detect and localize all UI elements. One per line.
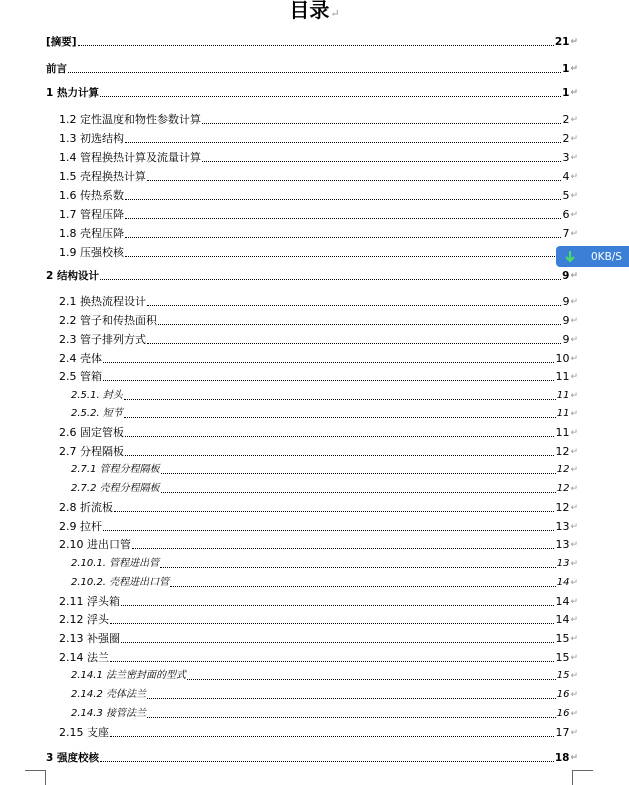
paragraph-mark-icon: ↵ xyxy=(570,409,578,419)
toc-page-number: 14 xyxy=(555,595,570,608)
page-corner-mark-right xyxy=(572,770,593,785)
toc-entry-label: 2.7 分程隔板 xyxy=(59,445,124,458)
toc-page-number: 7 xyxy=(562,227,570,240)
toc-entry-label: [摘要] xyxy=(46,36,77,48)
toc-entry-label: 2.14.3 接管法兰 xyxy=(71,708,146,719)
toc-entry[interactable] xyxy=(59,111,578,127)
toc-entry-label: 2.11 浮头箱 xyxy=(59,595,120,608)
toc-dot-leader xyxy=(110,735,554,737)
toc-dot-leader xyxy=(121,641,554,643)
toc-page-number: 21 xyxy=(554,36,570,48)
toc-entry-label: 2.4 壳体 xyxy=(59,352,102,365)
toc-page-number: 18 xyxy=(554,752,570,764)
toc-dot-leader xyxy=(147,179,561,181)
toc-page-number: 12 xyxy=(555,501,570,514)
toc-entry-label: 2.10.1. 管程进出管 xyxy=(71,558,160,569)
toc-dot-leader xyxy=(202,122,561,124)
toc-page-number: 13 xyxy=(555,538,570,551)
toc-entry[interactable] xyxy=(71,555,578,571)
title-text: 目录 xyxy=(289,0,330,22)
paragraph-mark-icon: ↵ xyxy=(570,172,578,182)
toc-entry[interactable] xyxy=(59,593,578,609)
paragraph-mark-icon: ↵ xyxy=(570,428,578,438)
toc-entry-label: 2.6 固定管板 xyxy=(59,426,124,439)
paragraph-mark-icon: ↵ xyxy=(570,540,578,550)
toc-page-number: 16 xyxy=(556,708,570,719)
toc-dot-leader xyxy=(124,398,556,400)
toc-dot-leader xyxy=(124,416,556,418)
paragraph-mark-icon: ↵ xyxy=(330,7,340,20)
toc-dot-leader xyxy=(125,435,554,437)
paragraph-mark-icon: ↵ xyxy=(570,391,578,401)
toc-dot-leader xyxy=(110,660,554,662)
toc-page-number: 11 xyxy=(555,370,570,383)
toc-page-number: 15 xyxy=(555,632,570,645)
paragraph-mark-icon: ↵ xyxy=(570,728,578,738)
paragraph-mark-icon: ↵ xyxy=(570,271,578,281)
toc-dot-leader xyxy=(103,361,554,363)
toc-page-number: 12 xyxy=(555,445,570,458)
paragraph-mark-icon: ↵ xyxy=(570,465,578,475)
toc-entry-label: 1.3 初选结构 xyxy=(59,132,124,145)
toc-dot-leader xyxy=(161,472,556,474)
toc-page-number: 14 xyxy=(556,577,570,588)
toc-dot-leader xyxy=(100,95,561,97)
toc-entry[interactable] xyxy=(59,518,578,534)
toc-entry[interactable] xyxy=(59,499,578,515)
toc-page-number: 13 xyxy=(556,558,570,569)
toc-page-number: 4 xyxy=(562,170,570,183)
toc-page-number: 1 xyxy=(562,63,570,75)
toc-entry[interactable] xyxy=(71,405,578,421)
toc-entry-label: 2.5.1. 封头 xyxy=(71,390,123,401)
toc-entry-label: 1.5 壳程换热计算 xyxy=(59,170,146,183)
paragraph-mark-icon: ↵ xyxy=(570,597,578,607)
toc-entry[interactable] xyxy=(71,574,578,590)
paragraph-mark-icon: ↵ xyxy=(570,578,578,588)
toc-dot-leader xyxy=(103,379,554,381)
toc-dot-leader xyxy=(68,71,561,73)
toc-entry[interactable] xyxy=(59,206,578,222)
toc-dot-leader xyxy=(121,604,554,606)
toc-page-number: 11 xyxy=(556,408,570,419)
toc-entry-label: 1.8 壳程压降 xyxy=(59,227,124,240)
paragraph-mark-icon: ↵ xyxy=(570,615,578,625)
toc-dot-leader xyxy=(78,44,554,46)
toc-page-number: 12 xyxy=(556,464,570,475)
toc-page-number: 16 xyxy=(556,689,570,700)
toc-entry[interactable] xyxy=(59,630,578,646)
toc-entry-label: 2.7.1 管程分程隔板 xyxy=(71,464,160,475)
toc-entry[interactable] xyxy=(59,187,578,203)
paragraph-mark-icon: ↵ xyxy=(570,484,578,494)
paragraph-mark-icon: ↵ xyxy=(570,37,578,47)
paragraph-mark-icon: ↵ xyxy=(570,64,578,74)
paragraph-mark-icon: ↵ xyxy=(570,115,578,125)
toc-entry-label: 2.5 管箱 xyxy=(59,370,102,383)
toc-page-number: 9 xyxy=(562,314,570,327)
toc-dot-leader xyxy=(147,342,561,344)
toc-dot-leader xyxy=(100,760,554,762)
paragraph-mark-icon: ↵ xyxy=(570,522,578,532)
toc-entry-label: 2.14 法兰 xyxy=(59,651,109,664)
toc-entry-label: 2.7.2 壳程分程隔板 xyxy=(71,483,160,494)
toc-dot-leader xyxy=(100,278,561,280)
toc-entry[interactable] xyxy=(59,424,578,440)
toc-entry[interactable] xyxy=(71,387,578,403)
paragraph-mark-icon: ↵ xyxy=(570,153,578,163)
toc-dot-leader xyxy=(147,304,561,306)
paragraph-mark-icon: ↵ xyxy=(570,354,578,364)
toc-dot-leader xyxy=(147,697,556,699)
paragraph-mark-icon: ↵ xyxy=(570,316,578,326)
toc-entry-label: 2.1 换热流程设计 xyxy=(59,295,146,308)
toc-entry[interactable] xyxy=(59,312,578,328)
toc-entry-label: 1.6 传热系数 xyxy=(59,189,124,202)
toc-dot-leader xyxy=(160,566,556,568)
toc-entry[interactable] xyxy=(71,667,578,683)
toc-page-number: 3 xyxy=(562,151,570,164)
toc-entry-label: 1.9 压强校核 xyxy=(59,246,124,259)
paragraph-mark-icon: ↵ xyxy=(570,210,578,220)
toc-entry-label: 2.10.2. 壳程进出口管 xyxy=(71,577,170,588)
toc-entry-label: 2 结构设计 xyxy=(46,270,99,282)
toc-entry-label: 2.14.2 壳体法兰 xyxy=(71,689,146,700)
toc-dot-leader xyxy=(170,585,556,587)
toc-entry[interactable] xyxy=(71,480,578,496)
toc-entry[interactable] xyxy=(59,724,578,740)
toc-entry[interactable] xyxy=(46,60,578,76)
paragraph-mark-icon: ↵ xyxy=(570,297,578,307)
toc-entry-label: 2.9 拉杆 xyxy=(59,520,102,533)
toc-entry[interactable] xyxy=(59,536,578,552)
toc-page-number: 15 xyxy=(555,651,570,664)
toc-entry-label: 2.13 补强圈 xyxy=(59,632,120,645)
toc-dot-leader xyxy=(187,678,556,680)
toc-dot-leader xyxy=(158,323,561,325)
toc-page-number: 10 xyxy=(555,352,570,365)
toc-page-number: 9 xyxy=(562,270,570,282)
paragraph-mark-icon: ↵ xyxy=(570,191,578,201)
toc-page-number: 15 xyxy=(556,670,570,681)
download-arrow-icon xyxy=(560,247,580,267)
paragraph-mark-icon: ↵ xyxy=(570,88,578,98)
toc-entry[interactable] xyxy=(46,84,578,100)
toc-dot-leader xyxy=(110,622,554,624)
toc-dot-leader xyxy=(125,255,561,257)
toc-entry-label: 前言 xyxy=(46,63,67,75)
toc-entry-label: 3 强度校核 xyxy=(46,752,99,764)
toc-entry-label: 2.8 折流板 xyxy=(59,501,113,514)
paragraph-mark-icon: ↵ xyxy=(570,134,578,144)
toc-dot-leader xyxy=(161,491,556,493)
toc-entry[interactable] xyxy=(46,749,578,765)
toc-page-number: 1 xyxy=(562,87,570,99)
toc-page-number: 14 xyxy=(555,613,570,626)
toc-entry-label: 2.2 管子和传热面积 xyxy=(59,314,157,327)
toc-page-number: 12 xyxy=(556,483,570,494)
toc-dot-leader xyxy=(125,217,561,219)
toc-entry[interactable] xyxy=(59,130,578,146)
paragraph-mark-icon: ↵ xyxy=(570,653,578,663)
toc-dot-leader xyxy=(147,716,556,718)
toc-dot-leader xyxy=(103,529,554,531)
download-speed-badge[interactable] xyxy=(556,246,629,267)
toc-page-number: 11 xyxy=(555,426,570,439)
toc-page-number: 9 xyxy=(562,295,570,308)
toc-page-number: 6 xyxy=(562,208,570,221)
toc-entry-label: 1.2 定性温度和物性参数计算 xyxy=(59,113,201,126)
paragraph-mark-icon: ↵ xyxy=(570,709,578,719)
paragraph-mark-icon: ↵ xyxy=(570,690,578,700)
toc-entry-label: 2.14.1 法兰密封面的型式 xyxy=(71,670,186,681)
toc-entry-label: 2.3 管子排列方式 xyxy=(59,333,146,346)
toc-entry-label: 1 热力计算 xyxy=(46,87,99,99)
toc-entry[interactable] xyxy=(46,33,578,49)
toc-entry[interactable] xyxy=(59,443,578,459)
toc-page-number: 5 xyxy=(562,189,570,202)
toc-page-number: 2 xyxy=(562,113,570,126)
toc-entry[interactable] xyxy=(59,649,578,665)
toc-entry-label: 2.10 进出口管 xyxy=(59,538,131,551)
toc-entry[interactable] xyxy=(59,168,578,184)
paragraph-mark-icon: ↵ xyxy=(570,671,578,681)
toc-entry[interactable] xyxy=(59,350,578,366)
paragraph-mark-icon: ↵ xyxy=(570,753,578,763)
toc-page-number: 17 xyxy=(555,726,570,739)
toc-dot-leader xyxy=(202,160,561,162)
toc-dot-leader xyxy=(132,547,554,549)
paragraph-mark-icon: ↵ xyxy=(570,503,578,513)
page-corner-mark-left xyxy=(25,770,46,785)
toc-entry[interactable] xyxy=(59,611,578,627)
toc-entry[interactable] xyxy=(59,149,578,165)
toc-page-number: 11 xyxy=(556,390,570,401)
toc-dot-leader xyxy=(114,510,554,512)
toc-entry-label: 1.4 管程换热计算及流量计算 xyxy=(59,151,201,164)
download-speed-text: 0KB/S xyxy=(591,250,622,263)
toc-entry[interactable] xyxy=(59,244,578,260)
paragraph-mark-icon: ↵ xyxy=(570,559,578,569)
toc-page-number: 9 xyxy=(562,333,570,346)
paragraph-mark-icon: ↵ xyxy=(570,335,578,345)
toc-entry[interactable] xyxy=(71,686,578,702)
toc-entry[interactable] xyxy=(59,293,578,309)
paragraph-mark-icon: ↵ xyxy=(570,447,578,457)
toc-entry[interactable] xyxy=(59,368,578,384)
toc-entry-label: 1.7 管程压降 xyxy=(59,208,124,221)
toc-page-number: 2 xyxy=(562,132,570,145)
toc-entry-label: 2.15 支座 xyxy=(59,726,109,739)
toc-dot-leader xyxy=(125,236,561,238)
toc-entry[interactable] xyxy=(71,461,578,477)
toc-entry-label: 2.5.2. 短节 xyxy=(71,408,123,419)
toc-dot-leader xyxy=(125,141,561,143)
toc-entry[interactable] xyxy=(71,705,578,721)
toc-entry[interactable] xyxy=(59,225,578,241)
toc-entry[interactable] xyxy=(46,267,578,283)
toc-page-number: 13 xyxy=(555,520,570,533)
toc-dot-leader xyxy=(125,198,561,200)
toc-entry[interactable] xyxy=(59,331,578,347)
paragraph-mark-icon: ↵ xyxy=(570,372,578,382)
toc-dot-leader xyxy=(125,454,554,456)
toc-entry-label: 2.12 浮头 xyxy=(59,613,109,626)
paragraph-mark-icon: ↵ xyxy=(570,634,578,644)
paragraph-mark-icon: ↵ xyxy=(570,229,578,239)
